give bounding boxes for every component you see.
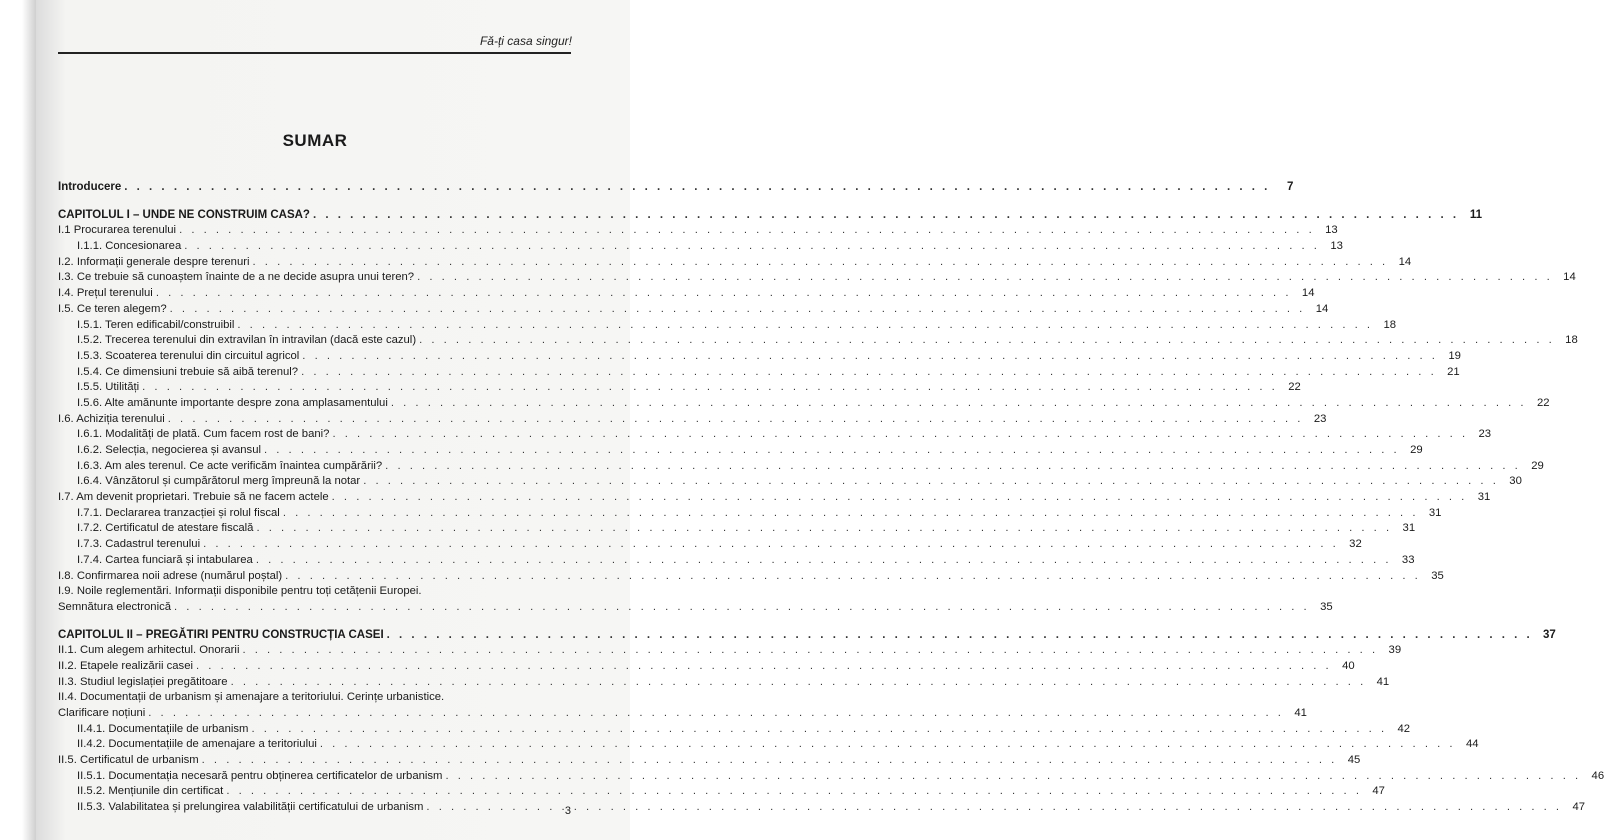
- toc-entry-label: II.5.1. Documentația necesară pentru obținerea certificatelor de urbanism: [77, 769, 443, 782]
- toc-entry-label: I.6.3. Am ales terenul. Ce acte verificăm înaintea cumpărării?: [77, 459, 383, 472]
- toc-entry-label: I.8. Confirmarea noii adrese (numărul poștal): [58, 569, 283, 582]
- toc-entry-label: I.7. Am devenit proprietari. Trebuie să ne facem actele: [58, 491, 329, 504]
- toc-entry-label: I.7.4. Cartea funciară și intabularea: [77, 553, 253, 566]
- toc-entry-row: [58, 223, 1338, 239]
- header-rule: [58, 52, 571, 54]
- toc-entry-page: 18: [1383, 318, 1397, 331]
- dot-leader: [251, 722, 1387, 738]
- toc-entry-row: [58, 380, 1301, 396]
- toc-entry-label: II.5. Certificatul de urbanism: [58, 754, 199, 767]
- dot-leader: [256, 553, 1392, 569]
- toc-entry-row: [58, 396, 1550, 412]
- toc-entry-row: [58, 412, 1327, 428]
- toc-entry-page: 14: [1315, 302, 1329, 315]
- dot-leader: [202, 753, 1338, 769]
- toc-entry-page: 35: [1431, 569, 1444, 582]
- toc-entry-row: [58, 690, 571, 706]
- dot-leader: [320, 737, 1456, 753]
- toc-entry-label: I.7.1. Declararea tranzacției și rolul fiscal: [77, 506, 280, 519]
- toc-entry-page: 42: [1397, 722, 1411, 735]
- toc-entry-page: 21: [1447, 365, 1460, 378]
- toc-entry-label: I.9. Noile reglementări. Informații disponibile pentru toți cetățenii Europei.: [58, 585, 422, 598]
- toc-entry-label: I.5.1. Teren edificabil/construibil: [77, 318, 235, 331]
- toc-entry-page: 11: [1469, 208, 1483, 221]
- dot-leader: [363, 474, 1499, 490]
- toc-entry-label: I.5.2. Trecerea terenului din extravilan în intravilan (dacă este cazul): [77, 334, 417, 347]
- dot-leader: [301, 365, 1437, 381]
- toc-entry-row: [58, 255, 1412, 271]
- toc-entry-page: 44: [1465, 738, 1479, 751]
- dot-leader: [419, 333, 1555, 349]
- toc-entry-page: 33: [1401, 553, 1415, 566]
- toc-entry-row: [58, 584, 571, 600]
- toc-entry-row: [58, 769, 1604, 785]
- toc-entry-row: [58, 753, 1361, 769]
- toc-entry-page: 14: [1398, 255, 1412, 268]
- dot-leader: [203, 537, 1339, 553]
- toc-entry-row: [58, 706, 1307, 722]
- toc-chapter-heading: [58, 208, 1483, 224]
- toc-entry-page: 45: [1347, 754, 1361, 767]
- toc-entry-page: 39: [1388, 644, 1402, 657]
- toc-entry-label: II.2. Etapele realizării casei: [58, 659, 194, 672]
- dot-leader: [417, 270, 1553, 286]
- toc-entry-page: 47: [1372, 785, 1385, 798]
- toc-entry-row: [58, 318, 1397, 334]
- toc-entry-label: II.5.3. Valabilitatea și prelungirea valabilității certificatului de urbanism: [77, 801, 424, 814]
- toc-entry-page: 35: [1320, 600, 1333, 613]
- toc-entry-label: I.5.4. Ce dimensiuni trebuie să aibă terenul?: [77, 365, 299, 378]
- toc-entry-label: Introducere: [58, 181, 122, 193]
- dot-leader: [124, 180, 1270, 196]
- toc-entry-page: 13: [1325, 224, 1338, 237]
- toc-entry-label: II.4.2. Documentațiile de amenajare a teritoriului: [77, 738, 317, 751]
- dot-leader: [174, 600, 1310, 616]
- toc-entry-label: I.4. Prețul terenului: [58, 287, 153, 300]
- toc-entry-label: I.7.2. Certificatul de atestare fiscală: [77, 522, 254, 535]
- dot-leader: [332, 490, 1468, 506]
- toc-entry-row: [58, 286, 1315, 302]
- dot-leader: [332, 427, 1468, 443]
- dot-leader: [445, 769, 1581, 785]
- toc-entry-label: I.7.3. Cadastrul terenului: [77, 538, 201, 551]
- toc-entry-label: I.1 Procurarea terenului: [58, 224, 177, 237]
- table-of-contents: [58, 180, 1604, 816]
- toc-entry-page: 31: [1428, 506, 1442, 519]
- toc-entry-label: I.5.6. Alte amănunte importante despre zona amplasamentului: [77, 396, 388, 409]
- toc-entry-row: [58, 474, 1522, 490]
- toc-entry-label: I.6. Achiziția terenului: [58, 412, 165, 425]
- toc-entry-page: 47: [1572, 801, 1586, 814]
- dot-leader: [168, 412, 1304, 428]
- toc-entry-label: II.4.1. Documentațiile de urbanism: [77, 722, 249, 735]
- dot-leader: [196, 659, 1332, 675]
- toc-entry-label: I.5.5. Utilități: [77, 381, 140, 394]
- toc-entry-row: [58, 490, 1491, 506]
- toc-entry-row: [58, 333, 1578, 349]
- toc-entry-page: 22: [1288, 381, 1301, 394]
- dot-leader: [184, 239, 1320, 255]
- toc-entry-label: I.5.3. Scoaterea terenului din circuitul agricol: [77, 349, 300, 362]
- toc-entry-label: I.6.4. Vânzătorul și cumpărătorul merg împreună la notar: [77, 475, 361, 488]
- toc-entry-page: 30: [1509, 475, 1522, 488]
- toc-entry-row: [58, 553, 1415, 569]
- toc-entry-page: 41: [1376, 675, 1390, 688]
- dot-leader: [156, 286, 1292, 302]
- toc-entry-row: [58, 459, 1544, 475]
- toc-entry-row: [58, 302, 1329, 318]
- dot-leader: [256, 521, 1392, 537]
- toc-entry-row: [58, 737, 1479, 753]
- dot-leader: [391, 396, 1527, 412]
- toc-entry-label: II.3. Studiul legislației pregătitoare: [58, 675, 228, 688]
- toc-entry-page: 14: [1563, 271, 1576, 284]
- toc-entry-page: 18: [1565, 334, 1578, 347]
- toc-entry-row: [58, 537, 1362, 553]
- toc-entry-page: 23: [1313, 412, 1327, 425]
- toc-entry-page: 13: [1330, 240, 1343, 253]
- toc-entry-page: 29: [1410, 444, 1423, 456]
- dot-leader: [237, 318, 1373, 334]
- toc-entry-label: I.6.1. Modalități de plată. Cum facem rost de bani?: [77, 428, 330, 441]
- toc-entry-row: [58, 270, 1576, 286]
- toc-entry-row: [58, 784, 1385, 800]
- toc-entry-row: [58, 600, 1333, 616]
- dot-leader: [170, 302, 1306, 318]
- toc-chapter-1-entries: [58, 223, 1578, 615]
- toc-entry-page: 19: [1448, 349, 1461, 362]
- dot-leader: [242, 643, 1378, 659]
- toc-entry-page: 46: [1591, 769, 1604, 782]
- toc-entry-label: CAPITOLUL I – UNDE NE CONSTRUIM CASA?: [58, 208, 310, 221]
- toc-entry-page: 31: [1402, 522, 1416, 535]
- dot-leader: [226, 784, 1362, 800]
- toc-entry-row: [58, 365, 1460, 381]
- dot-leader: [148, 706, 1284, 722]
- toc-entry-label: Clarificare noțiuni: [58, 707, 146, 719]
- dot-leader: [253, 255, 1389, 271]
- toc-entry-row: [58, 349, 1461, 365]
- dot-leader: [283, 506, 1419, 522]
- toc-entry-row: [58, 659, 1355, 675]
- dot-leader: [426, 800, 1562, 816]
- dot-leader: [285, 569, 1421, 585]
- toc-entry-row: [58, 521, 1416, 537]
- dot-leader: [385, 459, 1521, 475]
- toc-entry-label: II.5.2. Mențiunile din certificat: [77, 785, 224, 798]
- page-title: SUMAR: [282, 131, 348, 150]
- page-edge-shadow: [0, 0, 36, 840]
- dot-leader: [302, 349, 1438, 365]
- dot-leader: [313, 208, 1459, 224]
- toc-entry-label: I.3. Ce trebuie să cunoaștem înainte de a ne decide asupra unui teren?: [58, 271, 415, 284]
- toc-entry-label: II.1. Cum alegem arhitectul. Onorarii: [58, 644, 240, 657]
- toc-entry-page: 41: [1294, 707, 1307, 719]
- toc-entry-page: 40: [1342, 659, 1355, 672]
- toc-entry-page: 37: [1542, 628, 1556, 641]
- toc-entry-row: [58, 675, 1390, 691]
- toc-entry-row: [58, 643, 1402, 659]
- toc-entry-row: [58, 239, 1343, 255]
- toc-entry-row: [58, 506, 1442, 522]
- toc-entry-row: [58, 427, 1492, 443]
- toc-entry-label: II.4. Documentații de urbanism și amenajare a teritoriului. Cerințe urbanistice.: [58, 691, 445, 704]
- toc-entry-row: [58, 722, 1411, 738]
- toc-chapter-heading: [58, 628, 1556, 644]
- toc-entry-row: [58, 800, 1586, 816]
- toc-entry-label: I.5. Ce teren alegem?: [58, 302, 167, 315]
- toc-entry-page: 7: [1286, 181, 1294, 193]
- dot-leader: [231, 675, 1367, 691]
- toc-entry-page: 31: [1477, 491, 1491, 504]
- dot-leader: [387, 628, 1533, 644]
- toc-intro-row: [58, 180, 1294, 196]
- toc-entry-page: 22: [1536, 396, 1550, 409]
- dot-leader: [142, 380, 1278, 396]
- toc-entry-row: [58, 569, 1444, 585]
- page-number: 3: [564, 805, 571, 817]
- toc-entry-page: 29: [1531, 459, 1544, 472]
- running-title: Fă-ți casa singur!: [479, 34, 572, 48]
- dot-leader: [264, 443, 1400, 459]
- toc-entry-page: 14: [1301, 287, 1315, 300]
- dot-leader: [179, 223, 1315, 239]
- toc-entry-page: 32: [1349, 538, 1362, 551]
- toc-entry-label: CAPITOLUL II – PREGĂTIRI PENTRU CONSTRUCȚIA CASEI: [58, 628, 384, 641]
- toc-chapter-2-entries: [58, 643, 1604, 816]
- toc-entry-label: I.1.1. Concesionarea: [77, 240, 182, 253]
- toc-entry-label: I.2. Informații generale despre terenuri: [58, 255, 250, 268]
- toc-entry-row: [58, 443, 1423, 459]
- toc-entry-label: I.6.2. Selecția, negocierea și avansul: [77, 444, 261, 456]
- toc-entry-label: Semnătura electronică: [58, 600, 172, 613]
- toc-entry-page: 23: [1478, 428, 1492, 441]
